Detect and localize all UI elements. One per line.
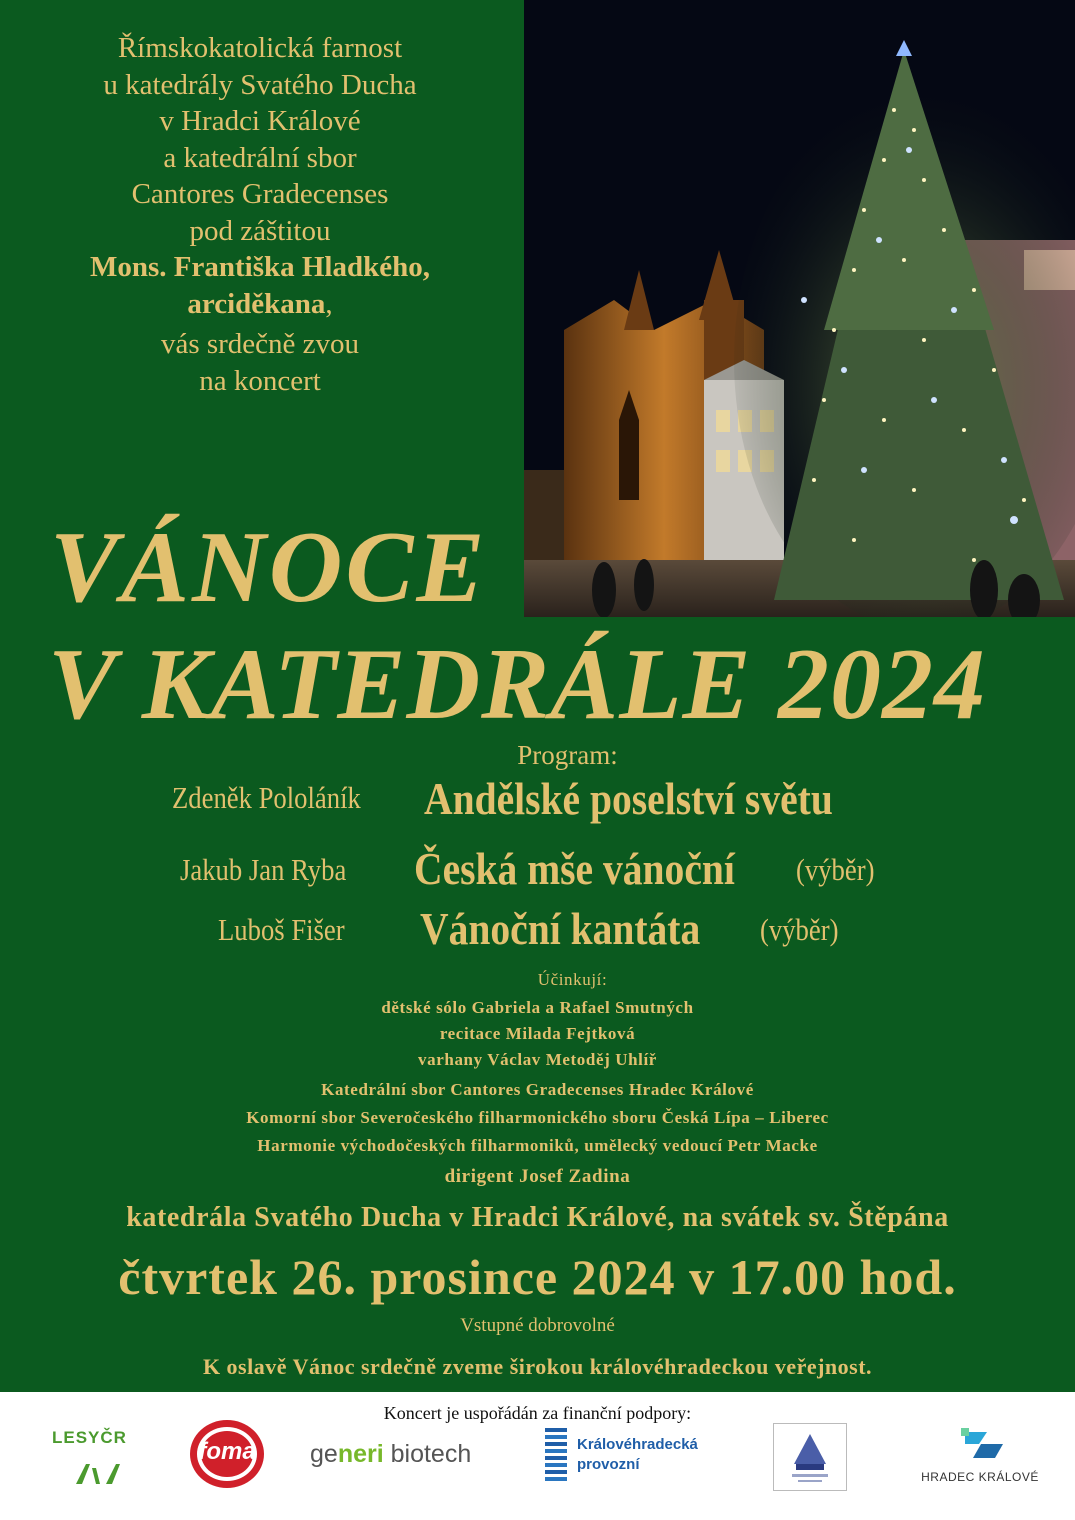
composer-name: Luboš Fišer bbox=[218, 912, 345, 947]
program-item bbox=[760, 912, 851, 948]
intro-line: Cantores Gradecenses bbox=[131, 178, 389, 210]
generi-part-1: ge bbox=[310, 1440, 338, 1468]
intro-line: v Hradci Králové bbox=[159, 105, 361, 137]
patron-title-comma: , bbox=[325, 287, 333, 320]
intro-line: pod záštitou bbox=[189, 214, 331, 247]
invitation: K oslavě Vánoc srdečně zveme širokou královéhradeckou veřejnost. bbox=[202, 1354, 873, 1379]
composer-name: Zdeněk Pololáník bbox=[172, 780, 361, 815]
performer-line: Katedrální sbor Cantores Gradecenses Hradec Králové bbox=[321, 1080, 754, 1099]
performer-line: dětské sólo Gabriela a Rafael Smutných bbox=[381, 998, 694, 1017]
selection-note: (výběr) bbox=[796, 852, 875, 887]
city-flag-icon bbox=[959, 1426, 1009, 1462]
event-datetime: čtvrtek 26. prosince 2024 v 17.00 hod. bbox=[118, 1249, 957, 1305]
sponsors-heading: Koncert je uspořádán za finanční podpory: bbox=[383, 1403, 692, 1423]
composer-name: Jakub Jan Ryba bbox=[180, 852, 347, 887]
building-emblem-icon bbox=[774, 1424, 846, 1490]
intro-line: na koncert bbox=[199, 364, 321, 397]
performer-line: varhany Václav Metoděj Uhlíř bbox=[418, 1050, 657, 1069]
intro-line: a katedrální sbor bbox=[163, 141, 357, 174]
patron-title: arciděkana bbox=[187, 287, 326, 320]
generi-part-3: biotech bbox=[383, 1440, 472, 1468]
program-item bbox=[218, 912, 365, 948]
kh-line-2: provozní bbox=[577, 1456, 640, 1473]
organizer-intro bbox=[40, 30, 480, 399]
program-item bbox=[414, 842, 787, 895]
program-item bbox=[180, 852, 373, 888]
foma-logo bbox=[188, 1418, 266, 1490]
patron-name: Mons. Františka Hladkého, bbox=[90, 251, 430, 283]
program-item bbox=[424, 772, 899, 825]
lesy-cr-logo bbox=[52, 1428, 142, 1488]
conductor-line: dirigent Josef Zadina bbox=[444, 1166, 631, 1187]
intro-line: vás srdečně zvou bbox=[160, 328, 360, 360]
kh-line-1: Královéhradecká bbox=[577, 1436, 698, 1453]
work-title: Česká mše vánoční bbox=[414, 843, 735, 894]
intro-line: u katedrály Svatého Ducha bbox=[103, 68, 417, 101]
performers-heading: Účinkují: bbox=[537, 970, 608, 989]
program-item bbox=[172, 780, 392, 816]
selection-note: (výběr) bbox=[760, 912, 839, 947]
work-title: Vánoční kantáta bbox=[420, 903, 701, 954]
night-square-illustration bbox=[524, 0, 1075, 617]
entry-fee: Vstupné dobrovolné bbox=[460, 1315, 615, 1336]
generi-part-2: neri bbox=[337, 1440, 384, 1468]
program-heading: Program: bbox=[517, 740, 618, 770]
performer-line: recitace Milada Fejtková bbox=[439, 1024, 636, 1043]
intro-line: Římskokatolická farnost bbox=[117, 32, 403, 64]
generi-biotech-logo bbox=[310, 1440, 471, 1469]
venue: katedrála Svatého Ducha v Hradci Králové, na svátek sv. Štěpána bbox=[126, 1202, 949, 1233]
main-title-line-1: VÁNOCE bbox=[50, 511, 488, 624]
patron-title-line bbox=[40, 286, 480, 323]
work-title: Andělské poselství světu bbox=[424, 773, 833, 824]
hk-logo-text: HRADEC KRÁLOVÉ bbox=[921, 1470, 1039, 1484]
kamen-engineering-logo bbox=[773, 1423, 847, 1491]
cathedral-christmas-tree-photo bbox=[524, 0, 1075, 617]
hradec-kralove-logo bbox=[915, 1426, 1045, 1490]
lesy-cr-logo-text: LESYČR bbox=[52, 1428, 127, 1447]
performer-line: Komorní sbor Severočeského filharmonického sboru Česká Lípa – Liberec bbox=[246, 1108, 829, 1127]
program-item bbox=[796, 852, 887, 888]
program-item bbox=[420, 902, 746, 955]
main-title-line-2: V KATEDRÁLE 2024 bbox=[48, 628, 987, 741]
kralovehradecka-provozni-logo bbox=[545, 1428, 725, 1488]
tree-icon bbox=[72, 1458, 132, 1486]
water-stripes-icon bbox=[545, 1428, 567, 1486]
foma-logo-text: foma bbox=[198, 1438, 256, 1465]
performer-line: Harmonie východočeských filharmoniků, umělecký vedoucí Petr Macke bbox=[257, 1136, 818, 1155]
